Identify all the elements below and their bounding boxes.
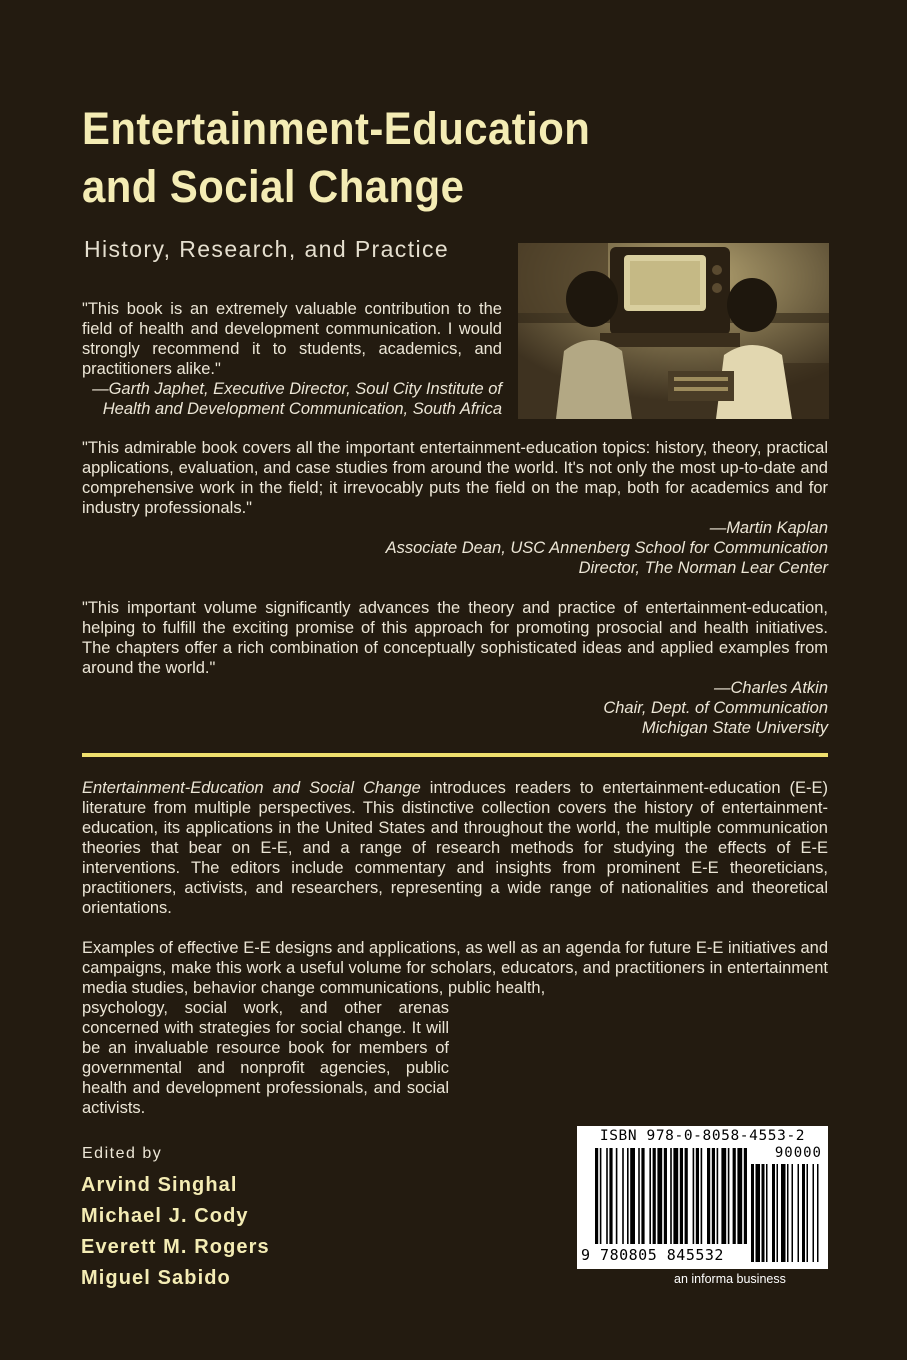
attribution-line: Associate Dean, USC Annenberg School for Communication	[385, 539, 828, 557]
photo-illustration	[518, 243, 829, 419]
endorsement-attribution-2	[82, 518, 828, 578]
editor-name: Everett M. Rogers	[81, 1236, 270, 1258]
title-line-1: Entertainment-Education	[82, 103, 591, 154]
endorsement-attribution-3	[82, 678, 828, 738]
description-paragraph-2-wide: Examples of effective E-E designs and applications, as well as an agenda for future E-E initiatives and campaigns, make this work a useful volume for scholars, educators, and practitioners in entertainment media studies, behavior change communications, public health,	[82, 939, 828, 997]
attribution-line: —Charles Atkin	[713, 679, 828, 697]
description-text: introduces readers to entertainment-education (E-E) literature from multiple perspectives. This distinctive collection covers the history of entertainment-education, its applications in the United States and throughout the world, the multiple communication theories that bear on E-E, and a range of research methods for studying the effects of E-E interventions. The editors include commentary and insights from prominent E-E theoreticians, practitioners, activists, and researchers, representing a wide range of nationalities and theoretical orientations.	[82, 779, 828, 917]
description-paragraph-2-narrow: psychology, social work, and other arenas concerned with strategies for social change. It will be an invaluable resource book for members of governmental and nonprofit agencies, public health and development professionals, and social activists.	[82, 999, 449, 1117]
endorsement-quote-3: "This important volume significantly advances the theory and practice of entertainment-education, helping to fulfill the exciting promise of this approach for promoting prosocial and health initiatives. The chapters offer a rich combination of conceptually sophisticated ideas and applied examples from around the world."	[82, 599, 828, 677]
attribution-line: Director, The Norman Lear Center	[578, 559, 828, 577]
divider-rule	[82, 753, 828, 757]
isbn-text: ISBN 978-0-8058-4553-2	[599, 1128, 806, 1144]
editor-name: Miguel Sabido	[81, 1267, 231, 1289]
publisher-tagline: an informa business	[674, 1272, 786, 1286]
book-title	[82, 100, 659, 216]
book-subtitle: History, Research, and Practice	[84, 236, 450, 262]
price-code: 90000	[774, 1145, 822, 1161]
endorsement-attribution-1	[82, 379, 502, 419]
attribution-line: —Martin Kaplan	[709, 519, 828, 537]
ean-digits: 9 780805 845532	[581, 1246, 724, 1264]
description-book-title: Entertainment-Education and Social Change	[82, 779, 421, 797]
attribution-line: Michigan State University	[641, 719, 828, 737]
attribution-line: Health and Development Communication, South Africa	[102, 400, 502, 418]
editor-name: Michael J. Cody	[81, 1205, 249, 1227]
editor-list	[81, 1170, 270, 1294]
editor-name: Arvind Singhal	[81, 1174, 238, 1196]
title-line-2: and Social Change	[82, 161, 465, 212]
cover-photo-children-watching-tv	[518, 243, 829, 419]
description-paragraph-1	[82, 778, 828, 918]
edited-by-label: Edited by	[82, 1145, 163, 1162]
isbn-barcode	[577, 1126, 828, 1269]
endorsement-quote-2: "This admirable book covers all the important entertainment-education topics: history, theory, practical applications, evaluation, and case studies from around the world. It's not only the most up-to-date and comprehensive work in the field; it irrevocably puts the field on the map, both for academics and for industry professionals."	[82, 439, 828, 517]
attribution-line: Chair, Dept. of Communication	[603, 699, 828, 717]
attribution-line: —Garth Japhet, Executive Director, Soul City Institute of	[92, 380, 502, 398]
endorsement-quote-1: "This book is an extremely valuable contribution to the field of health and development communication. I would strongly recommend it to students, academics, and practitioners alike."	[82, 300, 502, 378]
